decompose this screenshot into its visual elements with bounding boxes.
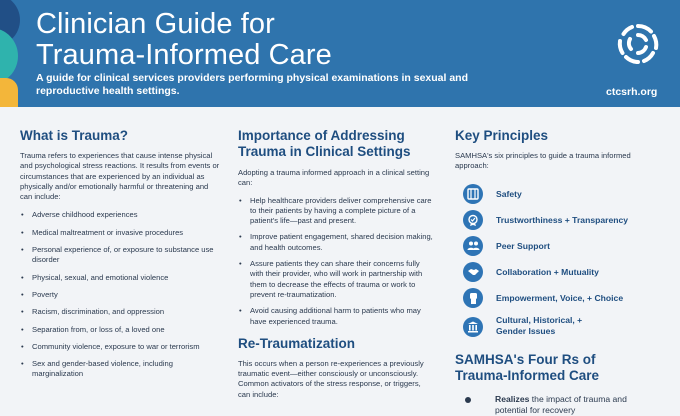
header-banner [0, 0, 680, 107]
columns-icon [463, 317, 483, 337]
principle-label: Trustworthiness + Transparency [496, 214, 629, 225]
what-is-trauma-section [20, 128, 220, 380]
title-line-2: Trauma-Informed Care [36, 39, 332, 71]
principle-label-line-2: Gender Issues [496, 325, 556, 336]
ctcsrh-logo-icon [616, 22, 660, 66]
trauma-examples-list [20, 210, 220, 379]
what-is-trauma-intro: Trauma refers to experiences that cause intense physical and psychological stress reactions. It results from events or circumstances that are experienced by an individual as physically and/or emotionally harmful or threatening and can include: [20, 151, 220, 202]
list-item: • Racism, discrimination, and oppression [20, 307, 220, 317]
importance-section [238, 128, 434, 400]
page-title [36, 9, 332, 71]
list-item: • Personal experience of, or exposure to substance use disorder [20, 245, 220, 266]
principle-label: Collaboration + Mutuality [496, 266, 599, 277]
principle-trust [455, 210, 680, 236]
four-rs-first-line-2: potential for recovery [495, 404, 576, 415]
retraumatization-heading: Re-Traumatization [238, 335, 356, 351]
list-item: • Sex and gender-based violence, including marginalization [20, 359, 220, 380]
retraumatization-text: This occurs when a person re-experiences a previously traumatic event—either consciously or unconsciously. Common activators of the stress response, or triggers, can include: [238, 358, 424, 399]
list-item: • Medical maltreatment or invasive procedures [20, 228, 220, 238]
principle-label [496, 315, 582, 337]
list-item: • Assure patients they can share their concerns fully with their provider, who will work in partnership with them to decrease the effects of trauma or work to prevent re-traumatization. [238, 259, 434, 300]
page-subtitle: A guide for clinical services providers performing physical examinations in sexual and reproductive health settings. [36, 72, 469, 97]
list-item: • Community violence, exposure to war or terrorism [20, 342, 220, 352]
list-item: • Adverse childhood experiences [20, 210, 220, 220]
list-item: • Avoid causing additional harm to patients who may have experienced trauma. [238, 306, 434, 327]
importance-heading-line-2: Trauma in Clinical Settings [238, 144, 411, 159]
what-is-trauma-heading: What is Trauma? [20, 128, 129, 143]
bullet-dot [465, 397, 471, 403]
principle-label: Safety [496, 188, 522, 199]
principle-empowerment [455, 288, 680, 314]
raised-fist-icon [463, 288, 483, 308]
importance-list [238, 196, 434, 327]
principle-label: Empowerment, Voice, + Choice [496, 292, 624, 303]
principles-list [455, 184, 680, 344]
four-rs-first-text [495, 394, 680, 416]
principle-cultural [455, 314, 680, 344]
decorative-yellow-shape [0, 78, 18, 107]
principle-peer-support [455, 236, 680, 262]
four-rs-first-item [455, 394, 680, 416]
peers-icon [463, 236, 483, 256]
list-item: • Physical, sexual, and emotional violence [20, 273, 220, 283]
key-principles-heading: Key Principles [455, 128, 549, 143]
importance-heading [238, 128, 434, 160]
importance-intro: Adopting a trauma informed approach in a clinical setting can: [238, 168, 430, 188]
four-rs-first-rest: the impact of trauma and [531, 393, 627, 404]
importance-heading-line-1: Importance of Addressing [238, 128, 405, 143]
key-principles-section [455, 128, 680, 416]
trust-badge-icon [463, 210, 483, 230]
handshake-icon [463, 262, 483, 282]
list-item: • Help healthcare providers deliver comprehensive care to their patients by having a complete picture of a patient's life—past and present. [238, 196, 434, 227]
principle-label-line-1: Cultural, Historical, + [496, 314, 583, 325]
principle-collaboration [455, 262, 680, 288]
four-rs-heading-line-2: Trauma-Informed Care [455, 367, 600, 383]
key-principles-intro: SAMHSA's six principles to guide a trauma informed approach: [455, 151, 631, 171]
title-line-1: Clinician Guide for [36, 8, 275, 40]
four-rs-first-bold: Realizes [495, 393, 530, 404]
list-item: • Improve patient engagement, shared decision making, and health outcomes. [238, 232, 434, 253]
principle-label: Peer Support [496, 240, 550, 251]
list-item: • Separation from, or loss of, a loved one [20, 325, 220, 335]
safety-icon [463, 184, 483, 204]
site-url[interactable]: ctcsrh.org [606, 86, 658, 98]
principle-safety [455, 184, 680, 210]
list-item: • Poverty [20, 290, 220, 300]
decorative-teal-circle [0, 28, 18, 84]
four-rs-heading-line-1: SAMHSA's Four Rs of [455, 351, 596, 367]
four-rs-heading [455, 352, 680, 384]
